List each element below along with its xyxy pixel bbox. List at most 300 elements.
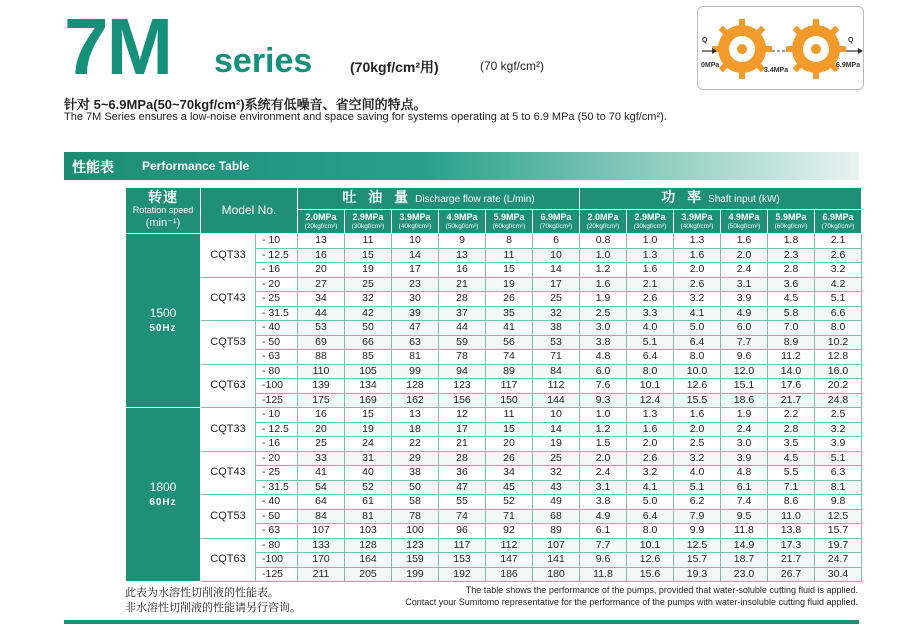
power-value-cell: 1.3 bbox=[674, 234, 721, 249]
flow-value-cell: 99 bbox=[392, 364, 439, 379]
flow-value-cell: 37 bbox=[439, 306, 486, 321]
flow-value-cell: 100 bbox=[392, 524, 439, 539]
power-value-cell: 2.3 bbox=[768, 248, 815, 263]
flow-value-cell: 25 bbox=[533, 292, 580, 307]
power-value-cell: 6.2 bbox=[674, 495, 721, 510]
power-value-cell: 1.5 bbox=[580, 437, 627, 452]
flow-value-cell: 34 bbox=[486, 466, 533, 481]
power-value-cell: 10.2 bbox=[815, 335, 862, 350]
flow-value-cell: 59 bbox=[439, 335, 486, 350]
model-size-cell: - 25 bbox=[256, 292, 298, 307]
flow-value-cell: 180 bbox=[533, 567, 580, 582]
power-value-cell: 7.0 bbox=[768, 321, 815, 336]
flow-value-cell: 25 bbox=[533, 451, 580, 466]
power-value-cell: 14.9 bbox=[721, 538, 768, 553]
flow-value-cell: 141 bbox=[533, 553, 580, 568]
power-value-cell: 2.4 bbox=[721, 263, 768, 278]
power-value-cell: 4.9 bbox=[580, 509, 627, 524]
flow-value-cell: 107 bbox=[533, 538, 580, 553]
power-value-cell: 2.4 bbox=[721, 422, 768, 437]
power-value-cell: 6.0 bbox=[721, 321, 768, 336]
flow-value-cell: 53 bbox=[533, 335, 580, 350]
flow-value-cell: 17 bbox=[392, 263, 439, 278]
flow-value-cell: 159 bbox=[392, 553, 439, 568]
flow-value-cell: 15 bbox=[486, 422, 533, 437]
power-value-cell: 4.8 bbox=[580, 350, 627, 365]
flow-value-cell: 169 bbox=[345, 393, 392, 408]
power-value-cell: 1.9 bbox=[721, 408, 768, 423]
flow-value-cell: 38 bbox=[533, 321, 580, 336]
power-value-cell: 12.5 bbox=[815, 509, 862, 524]
flow-value-cell: 28 bbox=[439, 292, 486, 307]
flow-value-cell: 89 bbox=[533, 524, 580, 539]
model-size-cell: - 63 bbox=[256, 524, 298, 539]
power-value-cell: 6.4 bbox=[674, 335, 721, 350]
power-value-cell: 3.5 bbox=[768, 437, 815, 452]
flow-value-cell: 85 bbox=[345, 350, 392, 365]
flow-value-cell: 17 bbox=[439, 422, 486, 437]
flow-value-cell: 144 bbox=[533, 393, 580, 408]
footnote-cn-1: 此表为水溶性切削液的性能表。 bbox=[125, 587, 279, 599]
power-value-cell: 2.0 bbox=[627, 437, 674, 452]
model-size-cell: -100 bbox=[256, 553, 298, 568]
power-value-cell: 21.7 bbox=[768, 553, 815, 568]
flow-value-cell: 23 bbox=[392, 277, 439, 292]
power-value-cell: 15.5 bbox=[674, 393, 721, 408]
model-size-cell: - 16 bbox=[256, 263, 298, 278]
power-value-cell: 5.0 bbox=[674, 321, 721, 336]
flow-value-cell: 112 bbox=[486, 538, 533, 553]
flow-value-cell: 54 bbox=[298, 480, 345, 495]
model-size-cell: - 20 bbox=[256, 451, 298, 466]
power-value-cell: 8.0 bbox=[674, 350, 721, 365]
flow-value-cell: 26 bbox=[486, 451, 533, 466]
flow-value-cell: 14 bbox=[392, 248, 439, 263]
model-size-cell: -100 bbox=[256, 379, 298, 394]
power-value-cell: 3.3 bbox=[627, 306, 674, 321]
flow-value-cell: 78 bbox=[439, 350, 486, 365]
flow-value-cell: 20 bbox=[298, 422, 345, 437]
flow-value-cell: 50 bbox=[345, 321, 392, 336]
model-size-cell: - 16 bbox=[256, 437, 298, 452]
flow-value-cell: 105 bbox=[345, 364, 392, 379]
power-value-cell: 4.1 bbox=[674, 306, 721, 321]
power-value-cell: 5.1 bbox=[815, 451, 862, 466]
model-name-cell: CQT63 bbox=[201, 364, 256, 408]
flow-value-cell: 66 bbox=[345, 335, 392, 350]
power-value-cell: 6.3 bbox=[815, 466, 862, 481]
power-value-cell: 7.9 bbox=[674, 509, 721, 524]
power-value-cell: 30.4 bbox=[815, 567, 862, 582]
model-header: Model No. bbox=[201, 188, 298, 234]
power-value-cell: 9.6 bbox=[580, 553, 627, 568]
power-value-cell: 12.6 bbox=[627, 553, 674, 568]
table-row bbox=[126, 538, 862, 553]
flow-value-cell: 10 bbox=[533, 248, 580, 263]
power-value-cell: 23.0 bbox=[721, 567, 768, 582]
model-size-cell: - 50 bbox=[256, 509, 298, 524]
power-value-cell: 4.2 bbox=[815, 277, 862, 292]
power-value-cell: 6.4 bbox=[627, 350, 674, 365]
power-value-cell: 10.0 bbox=[674, 364, 721, 379]
power-value-cell: 3.2 bbox=[815, 422, 862, 437]
power-value-cell: 16.0 bbox=[815, 364, 862, 379]
power-value-cell: 12.8 bbox=[815, 350, 862, 365]
power-value-cell: 4.5 bbox=[768, 451, 815, 466]
flow-value-cell: 45 bbox=[486, 480, 533, 495]
model-name-cell: CQT43 bbox=[201, 277, 256, 321]
power-value-cell: 7.1 bbox=[768, 480, 815, 495]
power-value-cell: 4.5 bbox=[768, 292, 815, 307]
flow-header: 吐 油 量 Discharge flow rate (L/min) bbox=[298, 188, 580, 210]
speed-header: 转速 Rotation speed (min⁻¹) bbox=[126, 188, 201, 234]
flow-value-cell: 40 bbox=[345, 466, 392, 481]
flow-value-cell: 10 bbox=[392, 234, 439, 249]
bottom-rule bbox=[64, 620, 859, 624]
flow-value-cell: 35 bbox=[486, 306, 533, 321]
power-value-cell: 1.0 bbox=[580, 408, 627, 423]
power-value-cell: 17.3 bbox=[768, 538, 815, 553]
flow-value-cell: 26 bbox=[486, 292, 533, 307]
flow-value-cell: 41 bbox=[298, 466, 345, 481]
model-size-cell: - 31.5 bbox=[256, 480, 298, 495]
flow-value-cell: 199 bbox=[392, 567, 439, 582]
flow-value-cell: 78 bbox=[392, 509, 439, 524]
series-code: 7M bbox=[64, 2, 172, 91]
power-value-cell: 1.0 bbox=[580, 248, 627, 263]
flow-value-cell: 28 bbox=[439, 451, 486, 466]
power-value-cell: 18.6 bbox=[721, 393, 768, 408]
table-row bbox=[126, 408, 862, 423]
flow-value-cell: 14 bbox=[533, 263, 580, 278]
flow-value-cell: 43 bbox=[533, 480, 580, 495]
power-value-cell: 9.9 bbox=[674, 524, 721, 539]
flow-value-cell: 61 bbox=[345, 495, 392, 510]
power-value-cell: 26.7 bbox=[768, 567, 815, 582]
power-pressure-header: 3.9MPa (40kgf/cm²) bbox=[674, 210, 721, 234]
power-value-cell: 3.9 bbox=[815, 437, 862, 452]
power-value-cell: 6.1 bbox=[580, 524, 627, 539]
power-value-cell: 8.0 bbox=[815, 321, 862, 336]
table-row bbox=[126, 364, 862, 379]
pressure-label-start: 0MPa bbox=[701, 62, 720, 69]
power-value-cell: 11.8 bbox=[580, 567, 627, 582]
flow-out-label: Q bbox=[848, 37, 854, 44]
power-value-cell: 2.5 bbox=[674, 437, 721, 452]
power-value-cell: 4.1 bbox=[627, 480, 674, 495]
power-value-cell: 8.6 bbox=[768, 495, 815, 510]
power-value-cell: 3.9 bbox=[721, 292, 768, 307]
power-value-cell: 3.8 bbox=[580, 335, 627, 350]
flow-value-cell: 64 bbox=[298, 495, 345, 510]
flow-value-cell: 89 bbox=[486, 364, 533, 379]
power-value-cell: 2.1 bbox=[627, 277, 674, 292]
power-value-cell: 13.8 bbox=[768, 524, 815, 539]
power-value-cell: 18.7 bbox=[721, 553, 768, 568]
model-name-cell: CQT63 bbox=[201, 538, 256, 582]
flow-value-cell: 103 bbox=[345, 524, 392, 539]
model-name-cell: CQT53 bbox=[201, 495, 256, 539]
section-title-cn: 性能表 bbox=[72, 159, 114, 175]
gear-pump-icon bbox=[698, 7, 863, 89]
flow-value-cell: 58 bbox=[392, 495, 439, 510]
flow-value-cell: 96 bbox=[439, 524, 486, 539]
power-value-cell: 17.6 bbox=[768, 379, 815, 394]
power-value-cell: 9.6 bbox=[721, 350, 768, 365]
power-value-cell: 7.6 bbox=[580, 379, 627, 394]
flow-value-cell: 69 bbox=[298, 335, 345, 350]
flow-value-cell: 8 bbox=[486, 234, 533, 249]
flow-value-cell: 50 bbox=[392, 480, 439, 495]
table-row bbox=[126, 495, 862, 510]
power-value-cell: 9.5 bbox=[721, 509, 768, 524]
power-value-cell: 15.7 bbox=[815, 524, 862, 539]
flow-value-cell: 31 bbox=[345, 451, 392, 466]
model-size-cell: - 10 bbox=[256, 234, 298, 249]
power-value-cell: 1.6 bbox=[580, 277, 627, 292]
flow-value-cell: 21 bbox=[439, 277, 486, 292]
power-value-cell: 14.0 bbox=[768, 364, 815, 379]
power-value-cell: 6.6 bbox=[815, 306, 862, 321]
power-pressure-header: 5.9MPa (60kgf/cm²) bbox=[768, 210, 815, 234]
flow-value-cell: 29 bbox=[392, 451, 439, 466]
flow-value-cell: 117 bbox=[439, 538, 486, 553]
flow-value-cell: 16 bbox=[439, 263, 486, 278]
power-pressure-header: 2.0MPa (20kgf/cm²) bbox=[580, 210, 627, 234]
model-size-cell: - 80 bbox=[256, 364, 298, 379]
flow-value-cell: 53 bbox=[298, 321, 345, 336]
flow-value-cell: 84 bbox=[298, 509, 345, 524]
power-value-cell: 1.6 bbox=[721, 234, 768, 249]
flow-value-cell: 12 bbox=[439, 408, 486, 423]
power-value-cell: 19.3 bbox=[674, 567, 721, 582]
power-value-cell: 2.6 bbox=[674, 277, 721, 292]
power-value-cell: 3.2 bbox=[815, 263, 862, 278]
model-size-cell: - 20 bbox=[256, 277, 298, 292]
flow-value-cell: 27 bbox=[298, 277, 345, 292]
flow-value-cell: 205 bbox=[345, 567, 392, 582]
flow-value-cell: 11 bbox=[486, 248, 533, 263]
pressure-label-mid: 3.4MPa bbox=[764, 67, 789, 74]
power-value-cell: 6.4 bbox=[627, 509, 674, 524]
flow-value-cell: 63 bbox=[392, 335, 439, 350]
power-value-cell: 1.3 bbox=[627, 408, 674, 423]
flow-value-cell: 21 bbox=[439, 437, 486, 452]
power-value-cell: 24.8 bbox=[815, 393, 862, 408]
flow-value-cell: 14 bbox=[533, 422, 580, 437]
power-value-cell: 4.0 bbox=[627, 321, 674, 336]
model-size-cell: - 40 bbox=[256, 321, 298, 336]
pressure-rating-en: (70 kgf/cm²) bbox=[480, 59, 545, 73]
pressure-label-end: 6.9MPa bbox=[836, 62, 861, 69]
model-name-cell: CQT33 bbox=[201, 408, 256, 452]
flow-value-cell: 71 bbox=[486, 509, 533, 524]
flow-pressure-header: 5.9MPa (60kgf/cm²) bbox=[486, 210, 533, 234]
flow-pressure-header: 6.9MPa (70kgf/cm²) bbox=[533, 210, 580, 234]
flow-value-cell: 211 bbox=[298, 567, 345, 582]
flow-value-cell: 164 bbox=[345, 553, 392, 568]
model-size-cell: - 25 bbox=[256, 466, 298, 481]
power-value-cell: 2.8 bbox=[768, 422, 815, 437]
power-value-cell: 12.4 bbox=[627, 393, 674, 408]
section-header bbox=[64, 152, 859, 180]
model-size-cell: - 12.5 bbox=[256, 248, 298, 263]
power-value-cell: 11.0 bbox=[768, 509, 815, 524]
flow-value-cell: 71 bbox=[533, 350, 580, 365]
flow-value-cell: 139 bbox=[298, 379, 345, 394]
power-value-cell: 9.8 bbox=[815, 495, 862, 510]
model-size-cell: - 31.5 bbox=[256, 306, 298, 321]
table-row bbox=[126, 321, 862, 336]
flow-value-cell: 9 bbox=[439, 234, 486, 249]
flow-value-cell: 147 bbox=[486, 553, 533, 568]
flow-value-cell: 20 bbox=[298, 263, 345, 278]
power-value-cell: 15.6 bbox=[627, 567, 674, 582]
flow-value-cell: 133 bbox=[298, 538, 345, 553]
flow-value-cell: 74 bbox=[486, 350, 533, 365]
model-size-cell: - 10 bbox=[256, 408, 298, 423]
flow-value-cell: 13 bbox=[392, 408, 439, 423]
flow-value-cell: 15 bbox=[345, 408, 392, 423]
speed-cell: 1800 60Hz bbox=[126, 408, 201, 582]
flow-value-cell: 47 bbox=[439, 480, 486, 495]
power-value-cell: 2.8 bbox=[768, 263, 815, 278]
power-value-cell: 5.0 bbox=[627, 495, 674, 510]
flow-value-cell: 92 bbox=[486, 524, 533, 539]
flow-value-cell: 162 bbox=[392, 393, 439, 408]
flow-value-cell: 134 bbox=[345, 379, 392, 394]
power-value-cell: 3.2 bbox=[627, 466, 674, 481]
flow-value-cell: 44 bbox=[298, 306, 345, 321]
power-value-cell: 2.4 bbox=[580, 466, 627, 481]
flow-value-cell: 107 bbox=[298, 524, 345, 539]
flow-value-cell: 20 bbox=[486, 437, 533, 452]
flow-value-cell: 123 bbox=[392, 538, 439, 553]
power-value-cell: 4.9 bbox=[721, 306, 768, 321]
power-value-cell: 1.2 bbox=[580, 422, 627, 437]
model-size-cell: - 80 bbox=[256, 538, 298, 553]
power-value-cell: 1.6 bbox=[674, 248, 721, 263]
flow-value-cell: 74 bbox=[439, 509, 486, 524]
table-row bbox=[126, 451, 862, 466]
flow-value-cell: 47 bbox=[392, 321, 439, 336]
flow-value-cell: 123 bbox=[439, 379, 486, 394]
power-value-cell: 8.0 bbox=[627, 364, 674, 379]
power-pressure-header: 2.9MPa (30kgf/cm²) bbox=[627, 210, 674, 234]
power-value-cell: 8.0 bbox=[627, 524, 674, 539]
flow-value-cell: 17 bbox=[533, 277, 580, 292]
performance-table bbox=[125, 187, 862, 582]
model-size-cell: - 40 bbox=[256, 495, 298, 510]
power-value-cell: 1.6 bbox=[674, 408, 721, 423]
pump-pressure-diagram bbox=[697, 6, 864, 90]
flow-value-cell: 10 bbox=[533, 408, 580, 423]
flow-value-cell: 32 bbox=[533, 306, 580, 321]
power-value-cell: 1.6 bbox=[627, 263, 674, 278]
power-value-cell: 1.2 bbox=[580, 263, 627, 278]
flow-value-cell: 36 bbox=[439, 466, 486, 481]
power-value-cell: 8.9 bbox=[768, 335, 815, 350]
power-value-cell: 11.2 bbox=[768, 350, 815, 365]
model-size-cell: -125 bbox=[256, 567, 298, 582]
model-size-cell: - 50 bbox=[256, 335, 298, 350]
power-value-cell: 2.1 bbox=[815, 234, 862, 249]
power-value-cell: 3.8 bbox=[580, 495, 627, 510]
flow-pressure-header: 2.0MPa (20kgf/cm²) bbox=[298, 210, 345, 234]
flow-value-cell: 39 bbox=[392, 306, 439, 321]
power-value-cell: 7.4 bbox=[721, 495, 768, 510]
power-value-cell: 1.3 bbox=[627, 248, 674, 263]
power-value-cell: 3.0 bbox=[580, 321, 627, 336]
flow-value-cell: 33 bbox=[298, 451, 345, 466]
model-size-cell: -125 bbox=[256, 393, 298, 408]
flow-value-cell: 25 bbox=[298, 437, 345, 452]
flow-value-cell: 94 bbox=[439, 364, 486, 379]
table-row bbox=[126, 234, 862, 249]
power-value-cell: 1.9 bbox=[580, 292, 627, 307]
power-value-cell: 1.6 bbox=[627, 422, 674, 437]
flow-value-cell: 52 bbox=[486, 495, 533, 510]
power-pressure-header: 6.9MPa (70kgf/cm²) bbox=[815, 210, 862, 234]
flow-value-cell: 49 bbox=[533, 495, 580, 510]
power-value-cell: 6.0 bbox=[580, 364, 627, 379]
power-value-cell: 5.1 bbox=[627, 335, 674, 350]
flow-value-cell: 15 bbox=[345, 248, 392, 263]
power-value-cell: 2.0 bbox=[674, 422, 721, 437]
flow-value-cell: 19 bbox=[345, 263, 392, 278]
flow-value-cell: 11 bbox=[345, 234, 392, 249]
power-value-cell: 7.7 bbox=[721, 335, 768, 350]
footnote-en-2: Contact your Sumitomo representative for the performance of the pumps with water-insoluble cutting fluid applied. bbox=[405, 597, 858, 607]
power-value-cell: 19.7 bbox=[815, 538, 862, 553]
flow-value-cell: 84 bbox=[533, 364, 580, 379]
flow-value-cell: 24 bbox=[345, 437, 392, 452]
power-value-cell: 24.7 bbox=[815, 553, 862, 568]
power-value-cell: 12.6 bbox=[674, 379, 721, 394]
flow-value-cell: 34 bbox=[298, 292, 345, 307]
power-value-cell: 4.8 bbox=[721, 466, 768, 481]
power-value-cell: 20.2 bbox=[815, 379, 862, 394]
flow-pressure-header: 4.9MPa (50kgf/cm²) bbox=[439, 210, 486, 234]
flow-value-cell: 156 bbox=[439, 393, 486, 408]
power-value-cell: 2.0 bbox=[674, 263, 721, 278]
flow-value-cell: 42 bbox=[345, 306, 392, 321]
flow-value-cell: 13 bbox=[298, 234, 345, 249]
flow-value-cell: 25 bbox=[345, 277, 392, 292]
power-value-cell: 2.6 bbox=[627, 292, 674, 307]
power-value-cell: 11.8 bbox=[721, 524, 768, 539]
power-header: 功 率 Shaft input (kW) bbox=[580, 188, 862, 210]
power-pressure-header: 4.9MPa (50kgf/cm²) bbox=[721, 210, 768, 234]
flow-value-cell: 170 bbox=[298, 553, 345, 568]
table-row bbox=[126, 277, 862, 292]
flow-value-cell: 88 bbox=[298, 350, 345, 365]
power-value-cell: 12.5 bbox=[674, 538, 721, 553]
flow-value-cell: 30 bbox=[392, 292, 439, 307]
flow-value-cell: 55 bbox=[439, 495, 486, 510]
flow-value-cell: 16 bbox=[298, 248, 345, 263]
flow-value-cell: 32 bbox=[345, 292, 392, 307]
flow-value-cell: 44 bbox=[439, 321, 486, 336]
flow-value-cell: 153 bbox=[439, 553, 486, 568]
power-value-cell: 9.3 bbox=[580, 393, 627, 408]
flow-value-cell: 13 bbox=[439, 248, 486, 263]
power-value-cell: 10.1 bbox=[627, 538, 674, 553]
speed-cell: 1500 50Hz bbox=[126, 234, 201, 408]
flow-value-cell: 56 bbox=[486, 335, 533, 350]
flow-in-label: Q bbox=[702, 37, 708, 44]
power-value-cell: 2.5 bbox=[580, 306, 627, 321]
